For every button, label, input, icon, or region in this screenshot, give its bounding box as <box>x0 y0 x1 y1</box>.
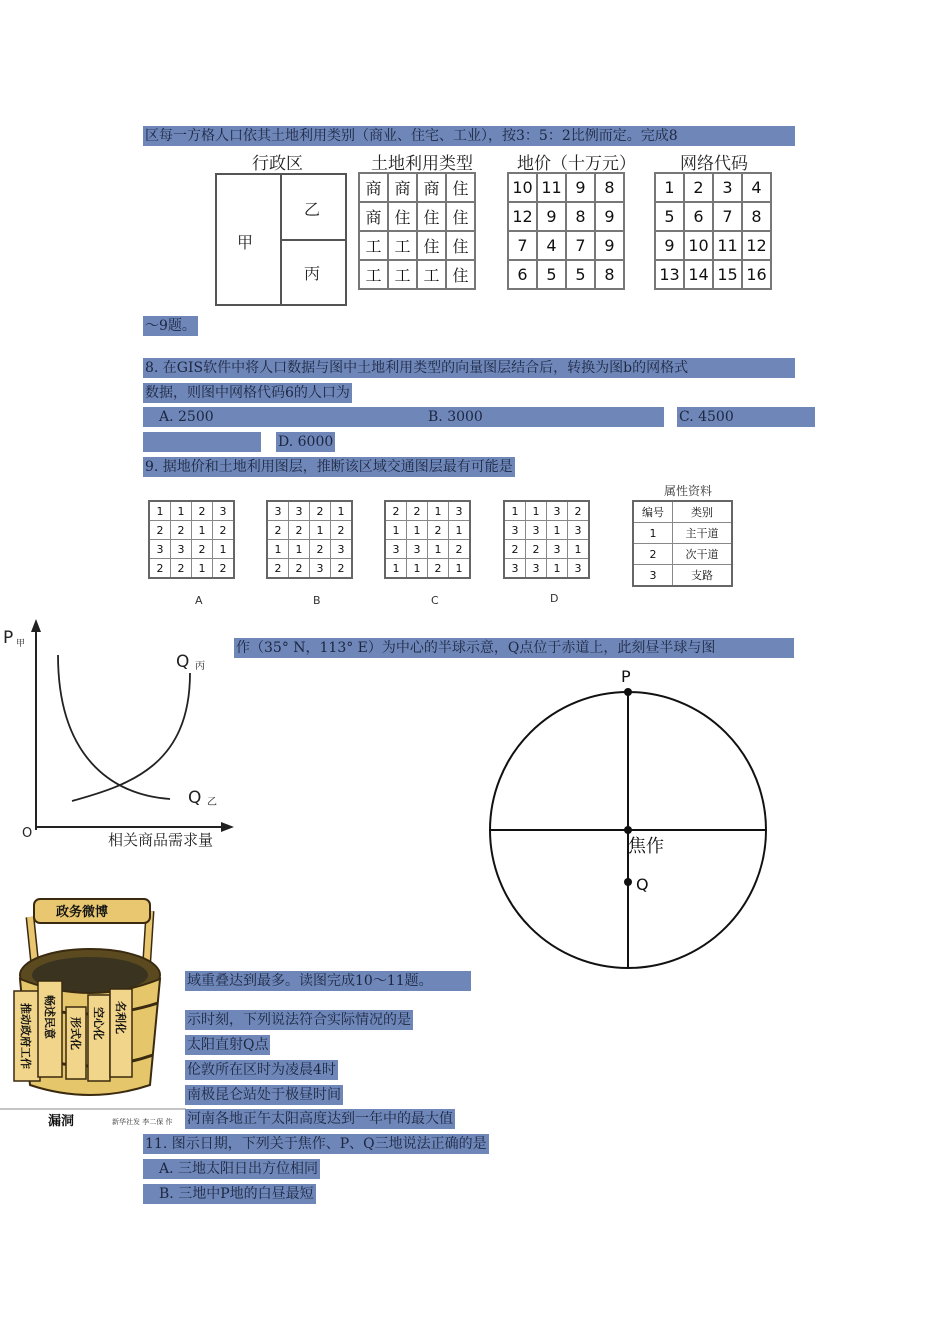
q9-cell: 2 <box>149 559 171 579</box>
q9-cell: 3 <box>385 540 407 559</box>
q10-option-a[interactable]: 太阳直射Q点 <box>187 1037 269 1053</box>
landuse-cell: 工 <box>388 231 417 260</box>
gridcode-cell: 8 <box>742 202 771 231</box>
q9-cell: 1 <box>547 521 568 540</box>
price-cell: 11 <box>537 173 566 202</box>
q8-option-a[interactable]: A. 2500 <box>143 407 427 427</box>
gridcode-cell: 3 <box>713 173 742 202</box>
q9-cell: 3 <box>547 540 568 559</box>
price-cell: 12 <box>508 202 537 231</box>
q9-cell: 2 <box>385 501 407 521</box>
q11-stem: 11. 图示日期，下列关于焦作、P、Q三地说法正确的是 <box>145 1136 487 1152</box>
landuse-cell: 工 <box>417 260 446 289</box>
q9-cell: 1 <box>192 559 213 579</box>
q10-stem: 示时刻，下列说法符合实际情况的是 <box>187 1012 411 1028</box>
q9-cell: 1 <box>407 559 428 579</box>
q9-cell: 3 <box>568 559 590 579</box>
price-grid <box>507 172 625 290</box>
q9-cell: 3 <box>547 501 568 521</box>
price-cell: 4 <box>537 231 566 260</box>
price-cell: 8 <box>566 202 595 231</box>
q10-option-d[interactable]: 河南各地正午太阳高度达到一年中的最大值 <box>187 1111 453 1127</box>
q9-cell: 2 <box>267 521 289 540</box>
y-axis-arrow <box>31 619 41 632</box>
x-label: 相关商品需求量 <box>108 831 214 849</box>
attr-cell: 支路 <box>673 565 733 587</box>
landuse-cell: 住 <box>417 202 446 231</box>
attr-cell: 1 <box>633 523 673 544</box>
admin-map <box>215 173 347 306</box>
gridcode-cell: 4 <box>742 173 771 202</box>
intro-end: ～9题。 <box>145 318 196 334</box>
attr-col1: 编号 <box>633 501 673 523</box>
landuse-grid <box>358 172 476 290</box>
q9-cell: 2 <box>192 501 213 521</box>
price-cell: 6 <box>508 260 537 289</box>
attr-col2: 类别 <box>673 501 733 523</box>
landuse-cell: 工 <box>388 260 417 289</box>
q-point <box>624 878 632 886</box>
q8-option-b[interactable]: B. 3000 <box>426 407 664 427</box>
landuse-cell: 住 <box>446 231 475 260</box>
q9-cell: 1 <box>171 501 192 521</box>
q9-cell: 2 <box>568 501 590 521</box>
cartoon-plank-1: 推动政府工作 <box>19 1003 32 1069</box>
price-cell: 5 <box>537 260 566 289</box>
q9-cell: 3 <box>149 540 171 559</box>
q10-option-b[interactable]: 伦敦所在区时为凌晨4时 <box>187 1062 336 1078</box>
q9-cell: 1 <box>449 521 471 540</box>
curve2-label-sub: 乙 <box>207 797 217 808</box>
price-cell: 8 <box>595 173 624 202</box>
q9-cell: 2 <box>449 540 471 559</box>
landuse-cell: 住 <box>446 260 475 289</box>
gridcode-cell: 7 <box>713 202 742 231</box>
q9-label-a: A <box>195 594 203 607</box>
q11-option-a[interactable]: A. 三地太阳日出方位相同 <box>143 1159 320 1179</box>
q9-label-c: C <box>431 594 439 607</box>
gridcode-title: 网络代码 <box>680 154 748 174</box>
q9-cell: 2 <box>192 540 213 559</box>
q9-cell: 1 <box>407 521 428 540</box>
price-cell: 8 <box>595 260 624 289</box>
q9-cell: 3 <box>449 501 471 521</box>
cartoon-caption: 漏洞 <box>48 1114 75 1129</box>
curve1-label-sub: 丙 <box>195 661 205 672</box>
q9-cell: 1 <box>385 521 407 540</box>
x-axis-arrow <box>221 822 234 832</box>
q9-cell: 1 <box>504 501 526 521</box>
gridcode-cell: 13 <box>655 260 684 289</box>
q9-stem: 9. 据地价和土地利用图层，推断该区域交通图层最有可能是 <box>145 459 513 475</box>
q9-cell: 2 <box>289 559 310 579</box>
gridcode-cell: 12 <box>742 231 771 260</box>
q9-cell: 1 <box>428 501 449 521</box>
q9-cell: 2 <box>289 521 310 540</box>
price-cell: 9 <box>537 202 566 231</box>
landuse-cell: 住 <box>446 173 475 202</box>
landuse-cell: 商 <box>359 202 388 231</box>
price-cell: 9 <box>595 231 624 260</box>
q9-cell: 2 <box>428 521 449 540</box>
landuse-title: 土地利用类型 <box>371 154 473 174</box>
gridcode-cell: 9 <box>655 231 684 260</box>
price-cell: 7 <box>508 231 537 260</box>
gridcode-cell: 11 <box>713 231 742 260</box>
hemisphere-figure <box>480 660 780 980</box>
attr-cell: 主干道 <box>673 523 733 544</box>
cartoon-bucket <box>0 895 190 1135</box>
q10-option-c[interactable]: 南极昆仑站处于极昼时间 <box>187 1087 341 1103</box>
landuse-cell: 商 <box>417 173 446 202</box>
q9-grid-a <box>148 500 235 579</box>
cartoon-sign-text: 政务微博 <box>56 905 109 920</box>
curve-yi <box>72 673 190 801</box>
q9-cell: 1 <box>526 501 547 521</box>
center-label: 焦作 <box>628 836 664 857</box>
q9-cell: 2 <box>504 540 526 559</box>
q9-cell: 3 <box>267 501 289 521</box>
q9-cell: 2 <box>171 559 192 579</box>
cartoon-credit: 新华社发 李二保 作 <box>112 1118 173 1126</box>
gridcode-cell: 2 <box>684 173 713 202</box>
q8-option-c[interactable]: C. 4500 <box>677 407 815 427</box>
q9-cell: 1 <box>192 521 213 540</box>
intro-text: 区每一方格人口依其土地利用类别（商业、住宅、工业），按3：5：2比例而定。完成8 <box>143 126 795 146</box>
q9-cell: 2 <box>149 521 171 540</box>
q9-cell: 1 <box>310 521 331 540</box>
landuse-cell: 住 <box>388 202 417 231</box>
q9-cell: 2 <box>331 521 353 540</box>
gridcode-cell: 5 <box>655 202 684 231</box>
y-label-sub: 甲 <box>16 639 26 649</box>
q9-cell: 2 <box>310 501 331 521</box>
attr-cell: 次干道 <box>673 544 733 565</box>
q9-cell: 3 <box>289 501 310 521</box>
origin-label: O <box>22 826 33 841</box>
demand-curve-figure <box>0 615 240 855</box>
q8-option-d[interactable]: D. 6000 <box>278 434 334 450</box>
q9-cell: 1 <box>385 559 407 579</box>
q10-intro: 域重叠达到最多。读图完成10～11题。 <box>185 971 471 991</box>
q9-cell: 1 <box>213 540 235 559</box>
q9-cell: 3 <box>213 501 235 521</box>
q8-stem-2: 数据，则图中网格代码6的人口为 <box>145 385 350 401</box>
cartoon-plank-2: 畅述民意 <box>43 995 56 1039</box>
q9-cell: 3 <box>526 559 547 579</box>
q9-cell: 3 <box>331 540 353 559</box>
gridcode-cell: 14 <box>684 260 713 289</box>
price-cell: 10 <box>508 173 537 202</box>
landuse-cell: 住 <box>417 231 446 260</box>
attr-cell: 3 <box>633 565 673 587</box>
admin-title: 行政区 <box>252 154 303 174</box>
q9-cell: 2 <box>213 521 235 540</box>
y-label: P <box>3 628 14 648</box>
q9-cell: 2 <box>171 521 192 540</box>
q9-cell: 3 <box>504 521 526 540</box>
q9-label-b: B <box>313 594 321 607</box>
q9-grid-c <box>384 500 471 579</box>
q9-cell: 3 <box>171 540 192 559</box>
gridcode-cell: 1 <box>655 173 684 202</box>
cartoon-plank-4: 空心化 <box>92 1007 105 1040</box>
attr-table <box>632 500 733 587</box>
q9-cell: 1 <box>331 501 353 521</box>
center-point <box>624 826 632 834</box>
q9-cell: 2 <box>407 501 428 521</box>
q9-grid-b <box>266 500 353 579</box>
q9-cell: 1 <box>568 540 590 559</box>
curve-bing <box>58 655 170 799</box>
q9-cell: 1 <box>267 540 289 559</box>
q-label: Q <box>636 875 649 894</box>
admin-jia: 甲 <box>237 233 254 252</box>
gridcode-cell: 15 <box>713 260 742 289</box>
gridcode-cell: 6 <box>684 202 713 231</box>
price-cell: 9 <box>566 173 595 202</box>
q9-cell: 1 <box>428 540 449 559</box>
admin-yi: 乙 <box>304 200 321 219</box>
gridcode-cell: 16 <box>742 260 771 289</box>
price-cell: 9 <box>595 202 624 231</box>
landuse-cell: 工 <box>359 231 388 260</box>
q9-cell: 1 <box>547 559 568 579</box>
price-cell: 7 <box>566 231 595 260</box>
gridcode-cell: 10 <box>684 231 713 260</box>
landuse-cell: 住 <box>446 202 475 231</box>
price-title: 地价（十万元） <box>517 154 636 174</box>
q8-fill <box>143 432 261 452</box>
q9-cell: 1 <box>449 559 471 579</box>
q9-cell: 1 <box>289 540 310 559</box>
price-cell: 5 <box>566 260 595 289</box>
q9-cell: 2 <box>213 559 235 579</box>
q9-cell: 3 <box>310 559 331 579</box>
landuse-cell: 商 <box>359 173 388 202</box>
p-label: P <box>621 667 631 686</box>
q9-cell: 2 <box>428 559 449 579</box>
q9-label-d: D <box>550 592 559 605</box>
curve2-label: Q <box>188 788 202 808</box>
gridcode-grid <box>654 172 772 290</box>
q9-cell: 3 <box>568 521 590 540</box>
q9-grid-d <box>503 500 590 579</box>
curve1-label: Q <box>176 652 190 672</box>
cartoon-plank-3: 形式化 <box>69 1017 82 1050</box>
admin-bing: 丙 <box>304 264 321 283</box>
q9-cell: 1 <box>149 501 171 521</box>
hemisphere-intro: 作（35° N，113° E）为中心的半球示意，Q点位于赤道上，此刻昼半球与图 <box>234 638 794 658</box>
landuse-cell: 工 <box>359 260 388 289</box>
q9-cell: 2 <box>331 559 353 579</box>
q9-cell: 2 <box>310 540 331 559</box>
p-point <box>624 688 632 696</box>
q9-cell: 2 <box>526 540 547 559</box>
attr-cell: 2 <box>633 544 673 565</box>
q9-cell: 3 <box>504 559 526 579</box>
q11-option-b[interactable]: B. 三地中P地的白昼最短 <box>143 1184 316 1204</box>
cartoon-plank-5: 名利化 <box>114 1001 127 1034</box>
q9-cell: 3 <box>526 521 547 540</box>
q9-cell: 3 <box>407 540 428 559</box>
landuse-cell: 商 <box>388 173 417 202</box>
attr-title: 属性资料 <box>664 484 713 498</box>
q9-cell: 2 <box>267 559 289 579</box>
q8-stem-1: 8. 在GIS软件中将人口数据与图中土地利用类型的向量图层结合后，转换为图b的网格式 <box>143 358 795 378</box>
